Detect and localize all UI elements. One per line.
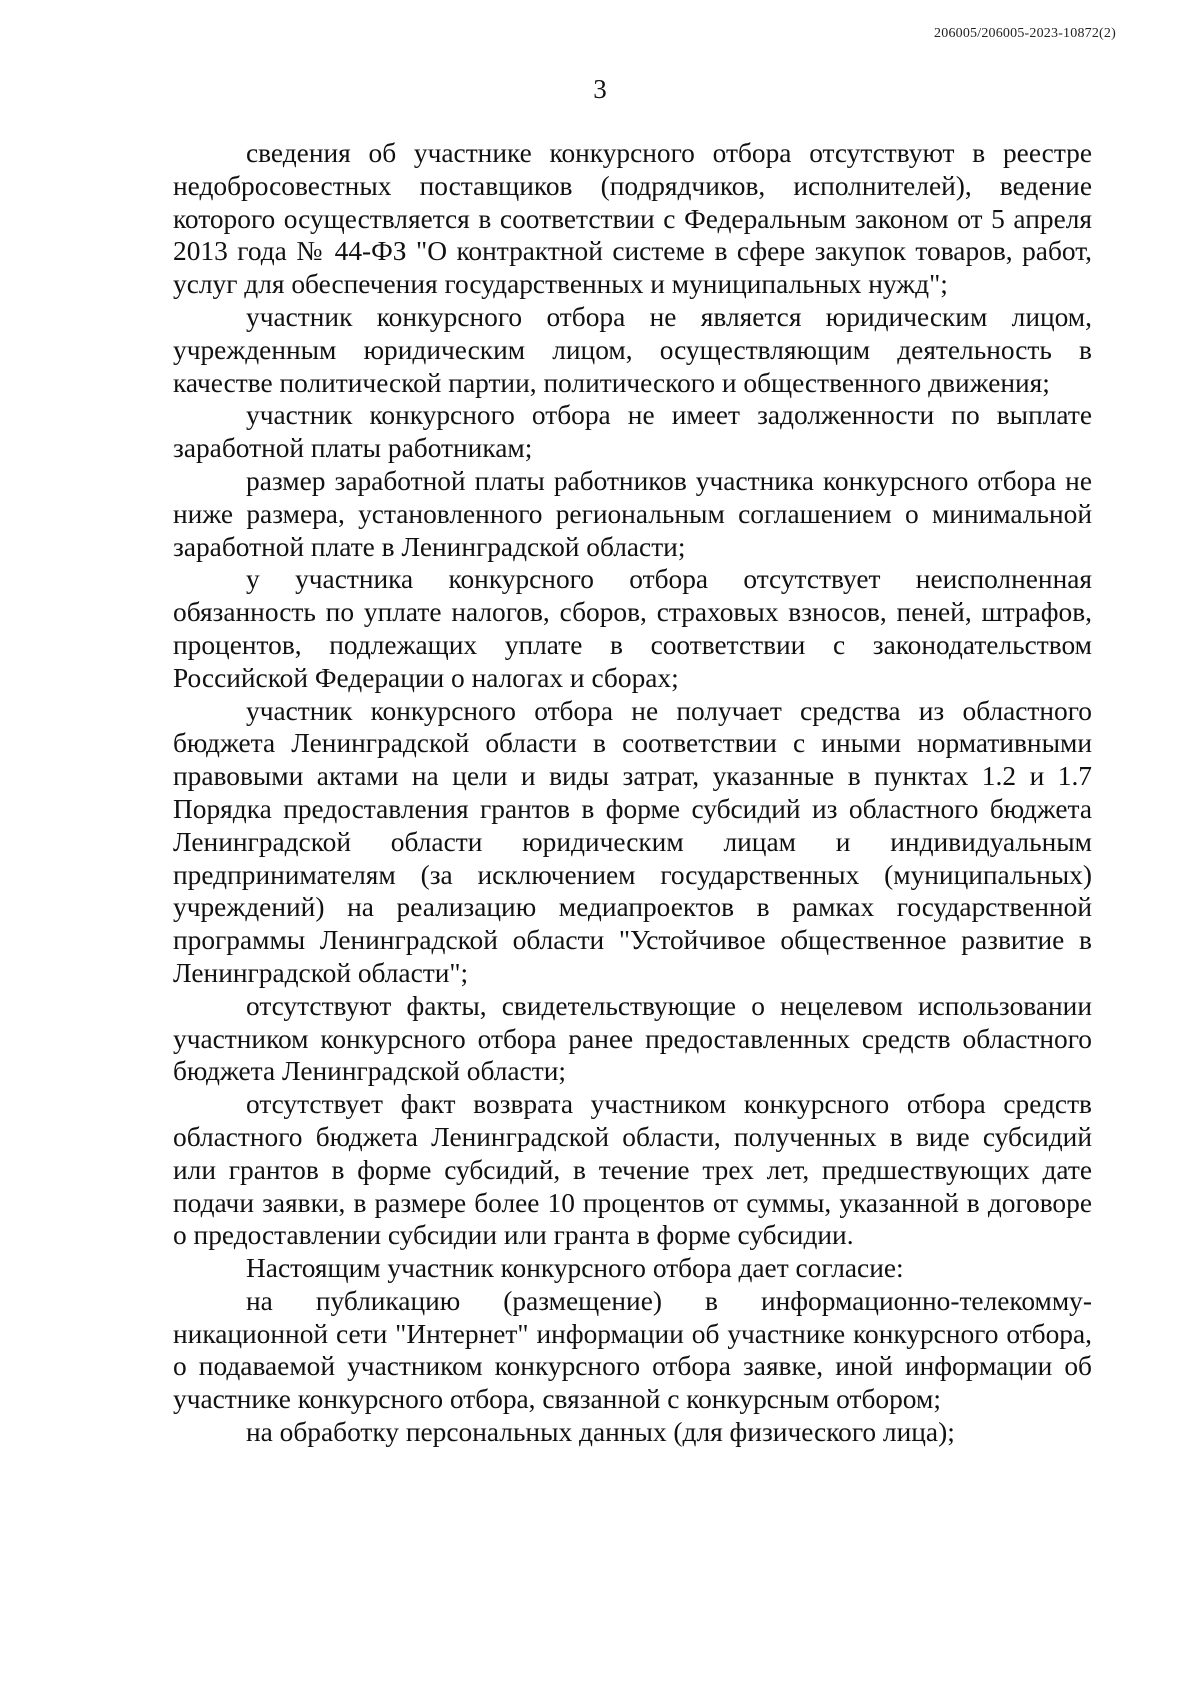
paragraph-salary-size: размер заработной платы работников участника конкурсного отбора не ниже размера, установленного региональным соглашением о минимальной заработной плате в Ленинградской области;: [173, 465, 1092, 562]
paragraph-registry: сведения об участнике конкурсного отбора отсутствуют в реестре недобросовестных поставщиков (подрядчиков, исполнителей), ведение которого осуществляется в соответствии с Федеральным законом от 5 апреля 2013 года № 44-ФЗ "О контрактной системе в сфере закупок товаров, работ, услуг для обеспечения государственных и муниципальных нужд";: [173, 138, 1092, 300]
paragraph-consent-personal-data: на обработку персональных данных (для физического лица);: [246, 1417, 955, 1448]
paragraph-consent-publication: на публикацию (размещение) в информационно-телекоммуникационной сети "Интернет" информации об участнике конкурсного отбора, о подаваемой участником конкурсного отбора заявке, иной информации об участнике конкурсного отбора, связанной с конкурсным отбором;: [173, 1285, 1092, 1415]
paragraph-refund-fact: отсутствует факт возврата участником конкурсного отбора средств областного бюджета Ленинградской области, полученных в виде субсидий или грантов в форме субсидий, в течение трех лет, предшествующих дате подачи заявки, в размере более 10 процентов от суммы, указанной в договоре о предоставлении субсидии или гранта в форме субсидии.: [173, 1089, 1092, 1251]
paragraph-salary-debt: участник конкурсного отбора не имеет задолженности по выплате заработной платы работникам;: [173, 400, 1092, 464]
paragraph-consent-intro: Настоящим участник конкурсного отбора дает согласие:: [246, 1253, 904, 1284]
paragraph-misuse-facts: отсутствуют факты, свидетельствующие о нецелевом использовании участником конкурсного отбора ранее предоставленных средств областного бюджета Ленинградской области;: [173, 990, 1092, 1087]
page-number: 3: [593, 74, 607, 104]
paragraph-legal-entity: участник конкурсного отбора не является юридическим лицом, учрежденным юридическим лицом, осуществляющим деятельность в качестве политической партии, политического и общественного движения;: [173, 301, 1092, 398]
paragraph-tax-obligation: у участника конкурсного отбора отсутствует неисполненная обязанность по уплате налогов, сборов, страховых взносов, пеней, штрафов, процентов, подлежащих уплате в соответствии с законодательством Российской Федерации о налогах и сборах;: [173, 564, 1092, 693]
paragraph-budget-funds: участник конкурсного отбора не получает средства из областного бюджета Ленинградской области в соответствии с иными нормативными правовыми актами на цели и виды затрат, указанные в пунктах 1.2 и 1.7 Порядка предоставления грантов в форме субсидий из областного бюджета Ленинградской области юридическим лицам и индивидуальным предпринимателям (за исключением государственных (муниципальных) учреждений) на реализацию медиапроектов в рамках государственной программы Ленинградской области "Устойчивое общественное развитие в Ленинградской области";: [173, 695, 1092, 988]
document-body: [173, 137, 1092, 1449]
document-id: 206005/206005-2023-10872(2): [934, 26, 1116, 41]
